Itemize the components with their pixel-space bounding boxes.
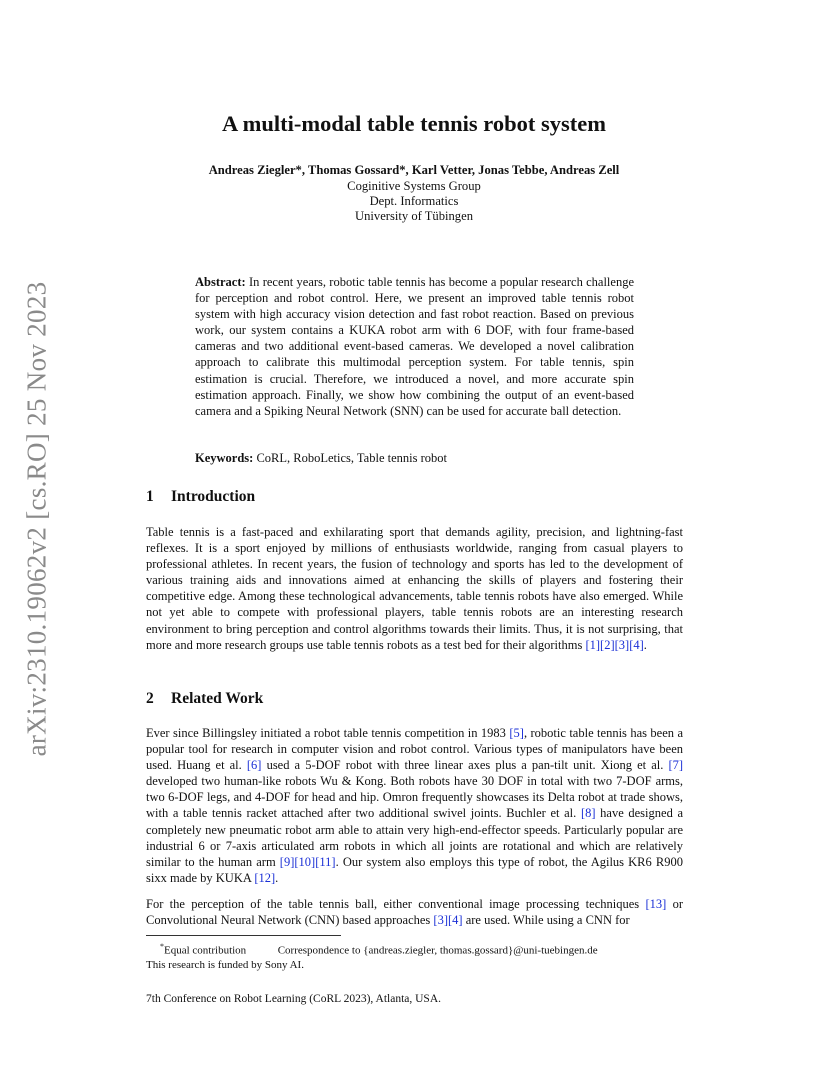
footnote-mark: * <box>160 942 164 951</box>
citation-link[interactable]: [10] <box>294 854 316 869</box>
text: For the perception of the table tennis ball, either conventional image processing techniques <box>146 897 640 911</box>
keywords-label: Keywords: <box>195 451 254 465</box>
text: Ever since Billingsley initiated a robot table tennis competition in 1983 <box>146 726 506 740</box>
citation-link[interactable]: [5] <box>509 726 524 740</box>
section-title: Introduction <box>171 488 256 505</box>
arxiv-id-text: arXiv:2310.19062v2 [cs.RO] 25 Nov 2023 <box>21 281 52 757</box>
citation-link[interactable]: [4] <box>448 913 463 928</box>
affiliation-university: University of Tübingen <box>355 209 473 223</box>
citation-link[interactable]: [9] <box>279 854 295 869</box>
citation-link[interactable]: [11] <box>315 854 336 869</box>
text: . Our system also employs this type of robot, the Agilus KR6 R900 sixx made by KUKA <box>146 854 683 885</box>
citation-link[interactable]: [4] <box>629 637 644 652</box>
keywords-text: CoRL, RoboLetics, Table tennis robot <box>256 451 447 465</box>
citation-link[interactable]: [13] <box>645 897 667 911</box>
text: . <box>275 870 279 885</box>
section-number: 1 <box>146 488 154 505</box>
affiliation-dept: Dept. Informatics <box>369 194 459 208</box>
citation-link[interactable]: [1] <box>585 637 601 652</box>
introduction-paragraph <box>146 524 683 653</box>
abstract-label: Abstract: <box>195 275 246 289</box>
keywords <box>195 451 634 466</box>
citation-link[interactable]: [8] <box>580 806 596 821</box>
footnote <box>146 940 683 972</box>
text: developed two human-like robots Wu & Kong. Both robots have 30 DOF in total with two 7-DOF arms, two 6-DOF legs, and 4-DOF for head and hip. Omron frequently showcases its Delta robot at trade shows, with a table tennis racket attached after two additional swivel joints. Buchler et al. <box>146 774 683 821</box>
citation-link[interactable]: [12] <box>254 870 276 885</box>
author-list: Andreas Ziegler*, Thomas Gossard*, Karl Vetter, Jonas Tebbe, Andreas Zell <box>208 163 620 177</box>
affiliation <box>146 179 682 224</box>
affiliation-group: Coginitive Systems Group <box>347 179 481 193</box>
section-number: 2 <box>146 690 154 707</box>
text: , robotic table tennis has been a popular tool for research in computer vision and robot control. Various types of manipulators have been used. Huang et al. <box>146 726 684 773</box>
arxiv-identifier <box>16 278 58 760</box>
related-work-paragraph-2 <box>146 896 683 928</box>
text: are used. While using a CNN for <box>465 913 630 928</box>
citation-link[interactable]: [6] <box>246 758 262 773</box>
section-heading-related-work <box>146 690 263 708</box>
footnote-equal-contribution: Equal contribution <box>164 944 247 957</box>
citation-link[interactable]: [3] <box>614 637 630 652</box>
citation-link[interactable]: [3] <box>433 913 448 928</box>
related-work-paragraph-1 <box>146 725 683 886</box>
section-heading-introduction <box>146 488 255 506</box>
intro-text: Table tennis is a fast-paced and exhilarating sport that demands agility, precision, and lightning-fast reflexes. It is a sport enjoyed by millions of enthusiasts worldwide, ranging from casual players to professional athletes. In recent years, the fusion of technology and sports has led to the development of various training aids and innovations aimed at enhancing the skills of players and fostering their competitive edge. Among these technological advancements, table tennis robots have also emerged. While not yet able to compete with professional players, table tennis robots are an interesting research environment to bring perception and control algorithms towards their limits. Thus, it is not surprising, that more and more research groups use table tennis robots as a test bed for their algorithms <box>146 525 683 652</box>
text: or Convolutional Neural Network (CNN) based approaches <box>146 897 684 928</box>
section-title: Related Work <box>171 690 264 707</box>
footnote-funding: This research is funded by Sony AI. <box>146 958 304 971</box>
paper-title: A multi-modal table tennis robot system <box>222 111 606 136</box>
citation-link[interactable]: [2] <box>600 637 615 652</box>
abstract <box>195 274 634 419</box>
footnote-correspondence: Correspondence to {andreas.ziegler, thomas.gossard}@uni-tuebingen.de <box>277 944 598 957</box>
text: used a 5-DOF robot with three linear axes plus a pan-tilt unit. Xiong et al. <box>266 758 664 773</box>
conference-note: 7th Conference on Robot Learning (CoRL 2023), Atlanta, USA. <box>146 993 442 1005</box>
citation-link[interactable]: [7] <box>668 758 684 773</box>
footnote-divider <box>146 935 341 936</box>
text: have designed a completely new pneumatic robot arm able to attain very high-end-effector speeds. Particularly popular are industrial 6 or 7-axis articulated arm robots in which all joints are rotational and which are relatively similar to the human arm <box>146 806 684 869</box>
abstract-text: In recent years, robotic table tennis has become a popular research challenge for perception and robot control. Here, we present an improved table tennis robot system with high accuracy vision detection and fast robot reaction. Based on previous work, our system contains a KUKA robot arm with 6 DOF, with four frame-based cameras and two additional event-based cameras. We developed a novel calibration approach to calibrate this multimodal perception system. For table tennis, spin estimation is crucial. Therefore, we introduced a novel, and more accurate spin estimation approach. Finally, we show how combining the output of an event-based camera and a Spiking Neural Network (SNN) can be used for accurate ball detection. <box>195 275 635 418</box>
intro-end: . <box>643 637 647 652</box>
